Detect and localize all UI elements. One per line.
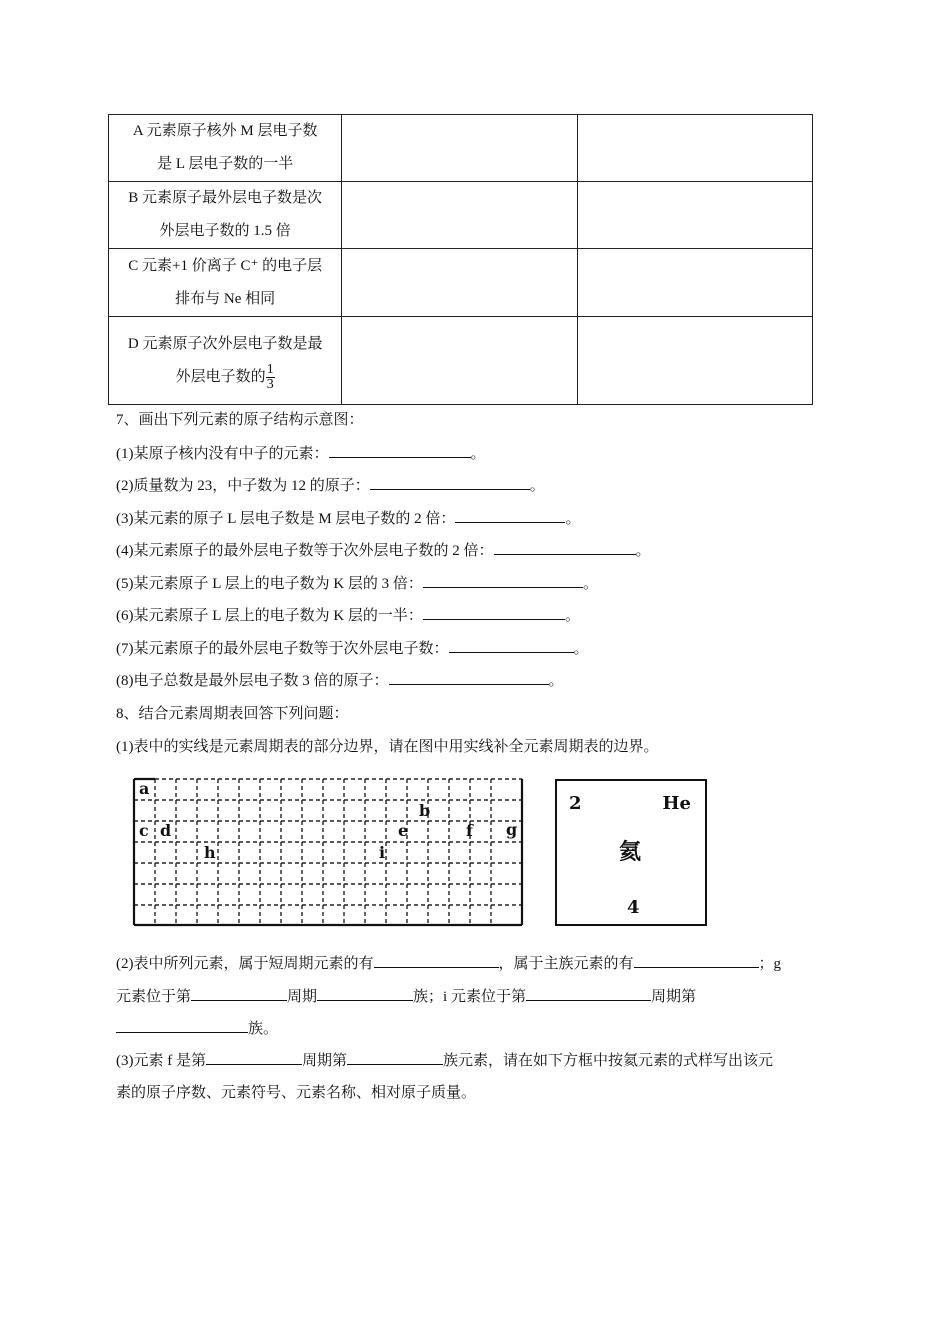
periodic-table-grid[interactable] xyxy=(132,777,524,927)
answer-cell xyxy=(342,249,577,317)
q7-item-1: (1)某原子核内没有中子的元素： 。 xyxy=(116,442,486,463)
q8-part1: (1)表中的实线是元素周期表的部分边界，请在图中用实线补全元素周期表的边界。 xyxy=(116,739,659,755)
atomic-number: 2 xyxy=(569,793,582,814)
answer-cell xyxy=(577,115,812,182)
element-g-label: g xyxy=(506,820,518,839)
answer-blank[interactable] xyxy=(347,1050,443,1065)
answer-blank[interactable] xyxy=(317,986,413,1001)
answer-blank[interactable] xyxy=(423,605,565,620)
q7-item-4: (4)某元素原子的最外层电子数等于次外层电子数的 2 倍： 。 xyxy=(116,539,651,560)
answer-blank[interactable] xyxy=(455,508,565,523)
element-d-label: d xyxy=(160,821,172,840)
answer-blank[interactable] xyxy=(423,573,583,588)
answer-cell xyxy=(577,182,812,249)
element-name: 氦 xyxy=(619,839,642,865)
answer-blank[interactable] xyxy=(634,953,759,968)
q7-item-8: (8)电子总数是最外层电子数 3 倍的原子： 。 xyxy=(116,669,564,690)
table-cell-a: A 元素原子核外 M 层电子数 是 L 层电子数的一半 xyxy=(109,115,342,182)
q7-item-3: (3)某元素的原子 L 层电子数是 M 层电子数的 2 倍： 。 xyxy=(116,507,580,528)
element-h-label: h xyxy=(204,843,216,862)
answer-blank[interactable] xyxy=(206,1050,302,1065)
answer-blank[interactable] xyxy=(370,475,530,490)
answer-blank[interactable] xyxy=(494,540,636,555)
q7-item-6: (6)某元素原子 L 层上的电子数为 K 层的一半： 。 xyxy=(116,604,580,625)
element-e-label: e xyxy=(398,821,409,840)
element-a-label: a xyxy=(139,779,150,798)
answer-blank[interactable] xyxy=(449,638,574,653)
element-b-label: b xyxy=(419,801,431,820)
q8-part2-line2: 元素位于第 周期 族；i 元素位于第 周期第 xyxy=(116,985,696,1006)
answer-blank[interactable] xyxy=(526,986,651,1001)
fraction: $\frac{1}{3}$ xyxy=(266,361,274,392)
q8-title: 8、结合元素周期表回答下列问题： xyxy=(116,706,349,722)
element-table xyxy=(108,114,813,405)
helium-sample-box xyxy=(555,779,707,926)
answer-cell xyxy=(342,182,577,249)
answer-cell xyxy=(342,317,577,405)
q8-part2-line3: 族。 xyxy=(116,1017,278,1038)
answer-blank[interactable] xyxy=(374,953,499,968)
element-f-label: f xyxy=(466,821,473,840)
q7-item-5: (5)某元素原子 L 层上的电子数为 K 层的 3 倍： 。 xyxy=(116,572,598,593)
element-i-label: i xyxy=(379,843,386,862)
table-cell-b: B 元素原子最外层电子数是次 外层电子数的 1.5 倍 xyxy=(109,182,342,249)
answer-blank[interactable] xyxy=(116,1018,248,1033)
answer-blank[interactable] xyxy=(191,986,287,1001)
answer-cell xyxy=(342,115,577,182)
q7-item-2: (2)质量数为 23，中子数为 12 的原子： 。 xyxy=(116,474,545,495)
element-c-label: c xyxy=(139,821,149,840)
q7-item-7: (7)某元素原子的最外层电子数等于次外层电子数： 。 xyxy=(116,637,589,658)
element-symbol: He xyxy=(662,793,691,814)
table-cell-c: C 元素+1 价离子 C⁺ 的电子层 排布与 Ne 相同 xyxy=(109,249,342,317)
q7-title: 7、画出下列元素的原子结构示意图： xyxy=(116,412,364,428)
answer-blank[interactable] xyxy=(389,670,549,685)
answer-cell xyxy=(577,317,812,405)
answer-blank[interactable] xyxy=(329,443,471,458)
q8-part2-line1: (2)表中所列元素，属于短周期元素的有 ，属于主族元素的有 ；g xyxy=(116,952,781,973)
answer-cell xyxy=(577,249,812,317)
q8-part3-line1: (3)元素 f 是第 周期第 族元素，请在如下方框中按氦元素的式样写出该元 xyxy=(116,1049,773,1070)
q8-part3-line2: 素的原子序数、元素符号、元素名称、相对原子质量。 xyxy=(116,1085,477,1101)
atomic-mass: 4 xyxy=(627,897,640,918)
table-cell-d: D 元素原子次外层电子数是最 外层电子数的 $\frac{1}{3}$ xyxy=(109,317,342,405)
